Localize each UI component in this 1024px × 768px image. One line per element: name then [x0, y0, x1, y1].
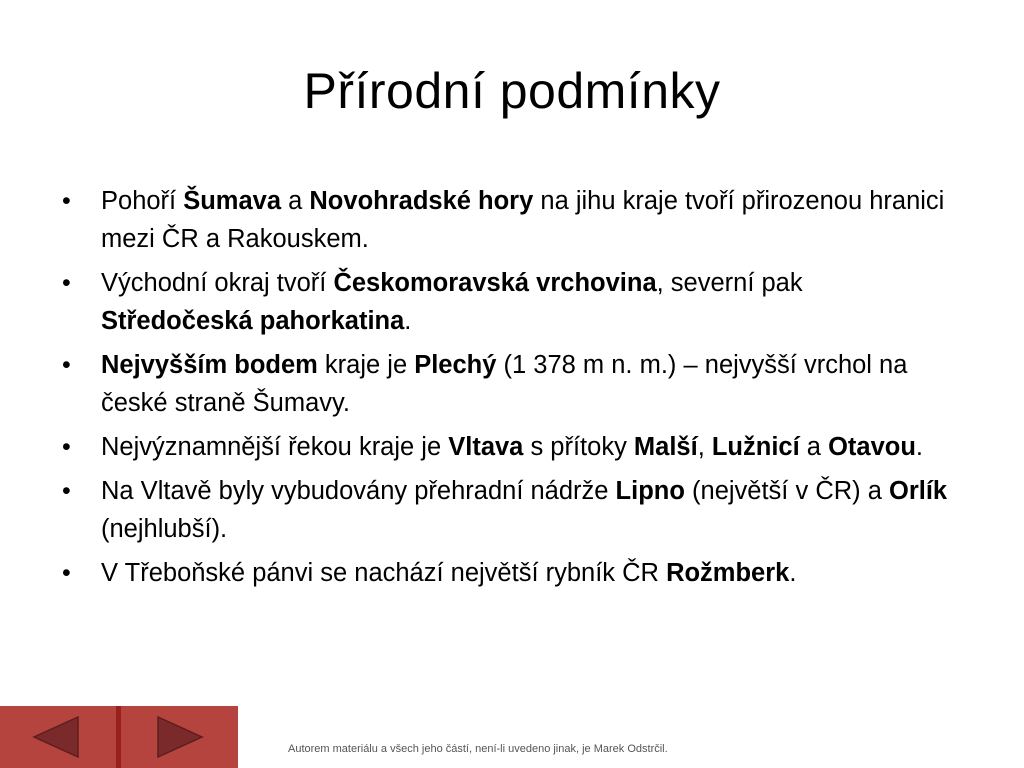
- bullet-text: , severní pak: [656, 269, 803, 297]
- bullet-item: [60, 428, 960, 466]
- bullet-text: a: [799, 433, 829, 461]
- bullet-text-bold: Českomoravská vrchovina: [333, 269, 657, 297]
- bullet-item: [60, 472, 960, 548]
- bullet-text-bold: Rožmberk: [666, 559, 790, 587]
- bullet-text: (největší v ČR) a: [684, 477, 889, 505]
- previous-slide-button[interactable]: [0, 706, 112, 768]
- bullet-item: [60, 554, 960, 592]
- next-slide-button[interactable]: [124, 706, 236, 768]
- bullet-text-bold: Malší: [633, 433, 698, 461]
- bullet-text-bold: Novohradské hory: [309, 187, 534, 215]
- bullet-item: [60, 346, 960, 422]
- bullet-text: a: [281, 187, 310, 215]
- bullet-text-bold: Lipno: [615, 477, 685, 505]
- bullet-marker: •: [62, 477, 71, 505]
- bullet-text-bold: Orlík: [889, 477, 948, 505]
- slide-title: Přírodní podmínky: [303, 63, 721, 119]
- bullet-list: [60, 182, 960, 598]
- bullet-text: Východní okraj tvoří: [101, 269, 334, 297]
- bullet-marker: •: [62, 433, 71, 461]
- arrow-right-icon: [150, 714, 210, 760]
- arrow-left-icon: [26, 714, 86, 760]
- navigation-bar: [0, 706, 238, 768]
- bullet-marker: •: [62, 187, 71, 215]
- bullet-text: na jihu kraje tvoří přirozenou hranici mezi ČR a Rakouskem.: [101, 187, 945, 253]
- footer-copyright: Autorem materiálu a všech jeho částí, není-li uvedeno jinak, je Marek Odstrčil.: [288, 743, 668, 755]
- bullet-text: kraje je: [317, 351, 415, 379]
- bullet-text: (1 378 m n. m.) – nejvyšší vrchol na české straně Šumavy.: [101, 351, 908, 417]
- bullet-text: Na Vltavě byly vybudovány přehradní nádrže: [101, 477, 616, 505]
- bullet-marker: •: [62, 559, 71, 587]
- bullet-text: Nejvýznamnější řekou kraje je: [101, 433, 449, 461]
- bullet-text: Pohoří: [101, 187, 184, 215]
- bullet-text-bold: Šumava: [183, 187, 282, 215]
- bullet-item: [60, 182, 960, 258]
- bullet-text: .: [789, 559, 797, 587]
- bullet-text-bold: Nejvyšším bodem: [101, 351, 318, 379]
- bullet-text: (nejhlubší).: [101, 515, 228, 543]
- bullet-text: ,: [697, 433, 712, 461]
- bullet-text: .: [404, 307, 412, 335]
- bullet-item: [60, 264, 960, 340]
- bullet-text-bold: Středočeská pahorkatina: [101, 307, 405, 335]
- bullet-text-bold: Otavou: [828, 433, 916, 461]
- bullet-text-bold: Vltava: [448, 433, 524, 461]
- bullet-text: s přítoky: [523, 433, 634, 461]
- bullet-text: V Třeboňské pánvi se nachází největší rybník ČR: [101, 559, 667, 587]
- bullet-text-bold: Lužnicí: [711, 433, 800, 461]
- bullet-text-bold: Plechý: [414, 351, 497, 379]
- bullet-text: .: [915, 433, 923, 461]
- bullet-marker: •: [62, 351, 71, 379]
- navigation-divider: [116, 706, 121, 768]
- bullet-marker: •: [62, 269, 71, 297]
